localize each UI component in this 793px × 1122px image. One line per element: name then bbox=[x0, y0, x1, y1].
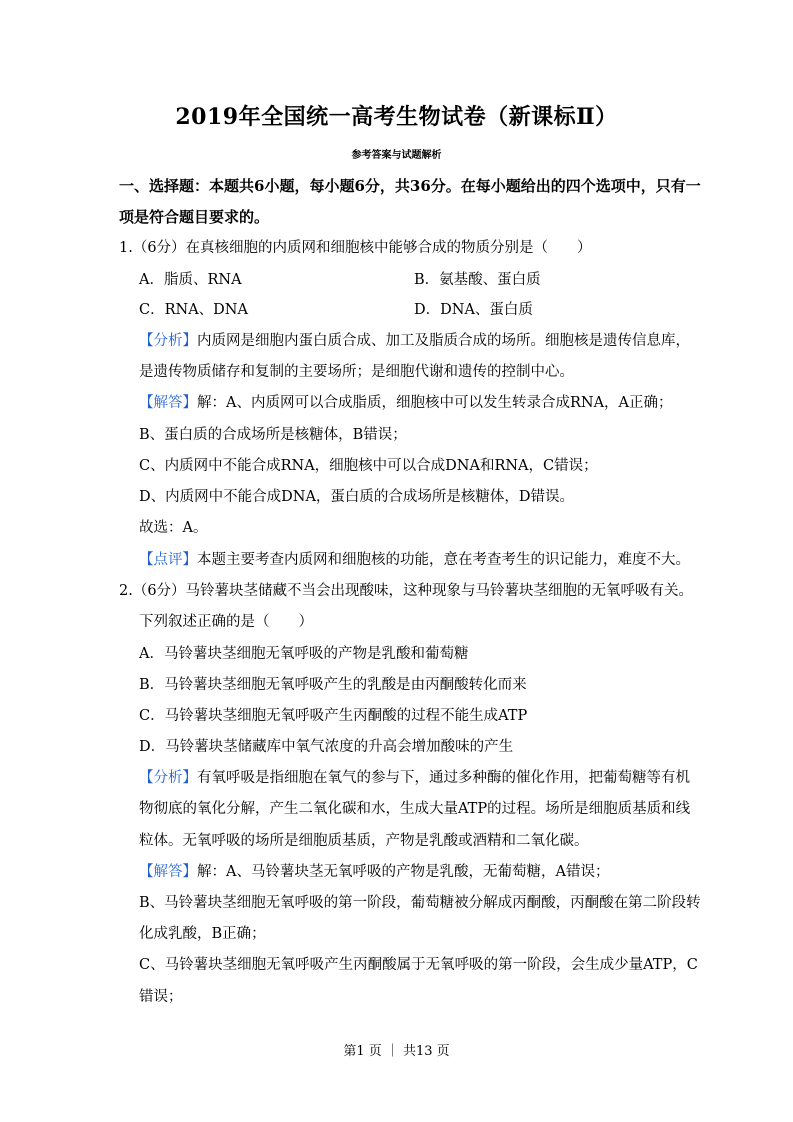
section-heading-line-1: 一、选择题：本题共6小题，每小题6分，共36分。在每小题给出的四个选项中，只有一 bbox=[119, 177, 701, 195]
comment-tag: 【点评】 bbox=[139, 552, 197, 568]
question-1-analysis-line-1 bbox=[139, 331, 690, 351]
question-2-analysis-line-3: 粒体。无氧呼吸的场所是细胞质基质，产物是乳酸或酒精和二氧化碳。 bbox=[139, 833, 589, 849]
page-footer: 第1 页 ｜ 共13 页 bbox=[343, 1044, 450, 1059]
question-1-answer-line-1 bbox=[139, 393, 673, 413]
answer-tag: 【解答】 bbox=[139, 864, 197, 880]
question-2-answer-line-2: B、马铃薯块茎细胞无氧呼吸的第一阶段，葡萄糖被分解成丙酮酸，丙酮酸在第二阶段转 bbox=[139, 895, 701, 911]
question-1-answer-line-4: D、内质网中不能合成DNA，蛋白质的合成场所是核糖体，D错误。 bbox=[139, 489, 575, 505]
answer-tag: 【解答】 bbox=[139, 395, 197, 411]
question-1-answer-line-2: B、蛋白质的合成场所是核糖体，B错误； bbox=[139, 427, 407, 443]
page-subtitle: 参考答案与试题解析 bbox=[351, 150, 442, 161]
answer-text: 解：A、马铃薯块茎无氧呼吸的产物是乳酸，无葡萄糖，A错误； bbox=[197, 864, 610, 880]
question-1-comment bbox=[139, 550, 690, 570]
question-1-option-a: A．脂质、RNA bbox=[139, 272, 242, 288]
analysis-tag: 【分析】 bbox=[139, 770, 197, 786]
question-1-stem: 1.（6分）在真核细胞的内质网和细胞核中能够合成的物质分别是（ ） bbox=[119, 240, 592, 256]
question-2-analysis-line-2: 物彻底的氧化分解，产生二氧化碳和水，生成大量ATP的过程。场所是细胞质基质和线 bbox=[139, 801, 691, 817]
answer-text: 解：A、内质网可以合成脂质，细胞核中可以发生转录合成RNA，A正确； bbox=[197, 395, 673, 411]
question-1-choice: 故选：A。 bbox=[139, 520, 208, 536]
question-2-stem-line-1: 2.（6分）马铃薯块茎储藏不当会出现酸味，这种现象与马铃薯块茎细胞的无氧呼吸有关。 bbox=[119, 583, 694, 599]
analysis-text: 有氧呼吸是指细胞在氧气的参与下，通过多种酶的催化作用，把葡萄糖等有机 bbox=[197, 770, 690, 786]
page-title: 2019年全国统一高考生物试卷（新课标Ⅱ） bbox=[175, 104, 618, 130]
question-2-answer-line-4: C、马铃薯块茎细胞无氧呼吸产生丙酮酸属于无氧呼吸的第一阶段，会生成少量ATP，C bbox=[139, 957, 698, 973]
comment-text: 本题主要考查内质网和细胞核的功能，意在考查考生的识记能力，难度不大。 bbox=[197, 552, 690, 568]
analysis-text: 内质网是细胞内蛋白质合成、加工及脂质合成的场所。细胞核是遗传信息库， bbox=[197, 333, 690, 349]
question-1-analysis-line-2: 是遗传物质储存和复制的主要场所；是细胞代谢和遗传的控制中心。 bbox=[139, 364, 574, 380]
question-2-option-b: B．马铃薯块茎细胞无氧呼吸产生的乳酸是由丙酮酸转化而来 bbox=[139, 677, 527, 693]
question-1-option-d: D．DNA、蛋白质 bbox=[414, 302, 533, 318]
question-2-analysis-line-1 bbox=[139, 768, 690, 788]
question-2-option-c: C．马铃薯块茎细胞无氧呼吸产生丙酮酸的过程不能生成ATP bbox=[139, 708, 528, 724]
section-heading-line-2: 项是符合题目要求的。 bbox=[119, 208, 270, 226]
question-2-stem-line-2: 下列叙述正确的是（ ） bbox=[139, 614, 313, 630]
question-2-answer-line-3: 化成乳酸，B正确； bbox=[139, 926, 266, 942]
analysis-tag: 【分析】 bbox=[139, 333, 197, 349]
question-1-option-b: B．氨基酸、蛋白质 bbox=[414, 272, 541, 288]
question-2-option-d: D．马铃薯块茎储藏库中氧气浓度的升高会增加酸味的产生 bbox=[139, 739, 514, 755]
question-1-answer-line-3: C、内质网中不能合成RNA，细胞核中可以合成DNA和RNA，C错误； bbox=[139, 458, 598, 474]
question-2-option-a: A．马铃薯块茎细胞无氧呼吸的产物是乳酸和葡萄糖 bbox=[139, 646, 469, 662]
question-2-answer-line-5: 错误； bbox=[139, 989, 183, 1005]
question-1-option-c: C．RNA、DNA bbox=[139, 302, 248, 318]
question-2-answer-line-1 bbox=[139, 862, 609, 882]
